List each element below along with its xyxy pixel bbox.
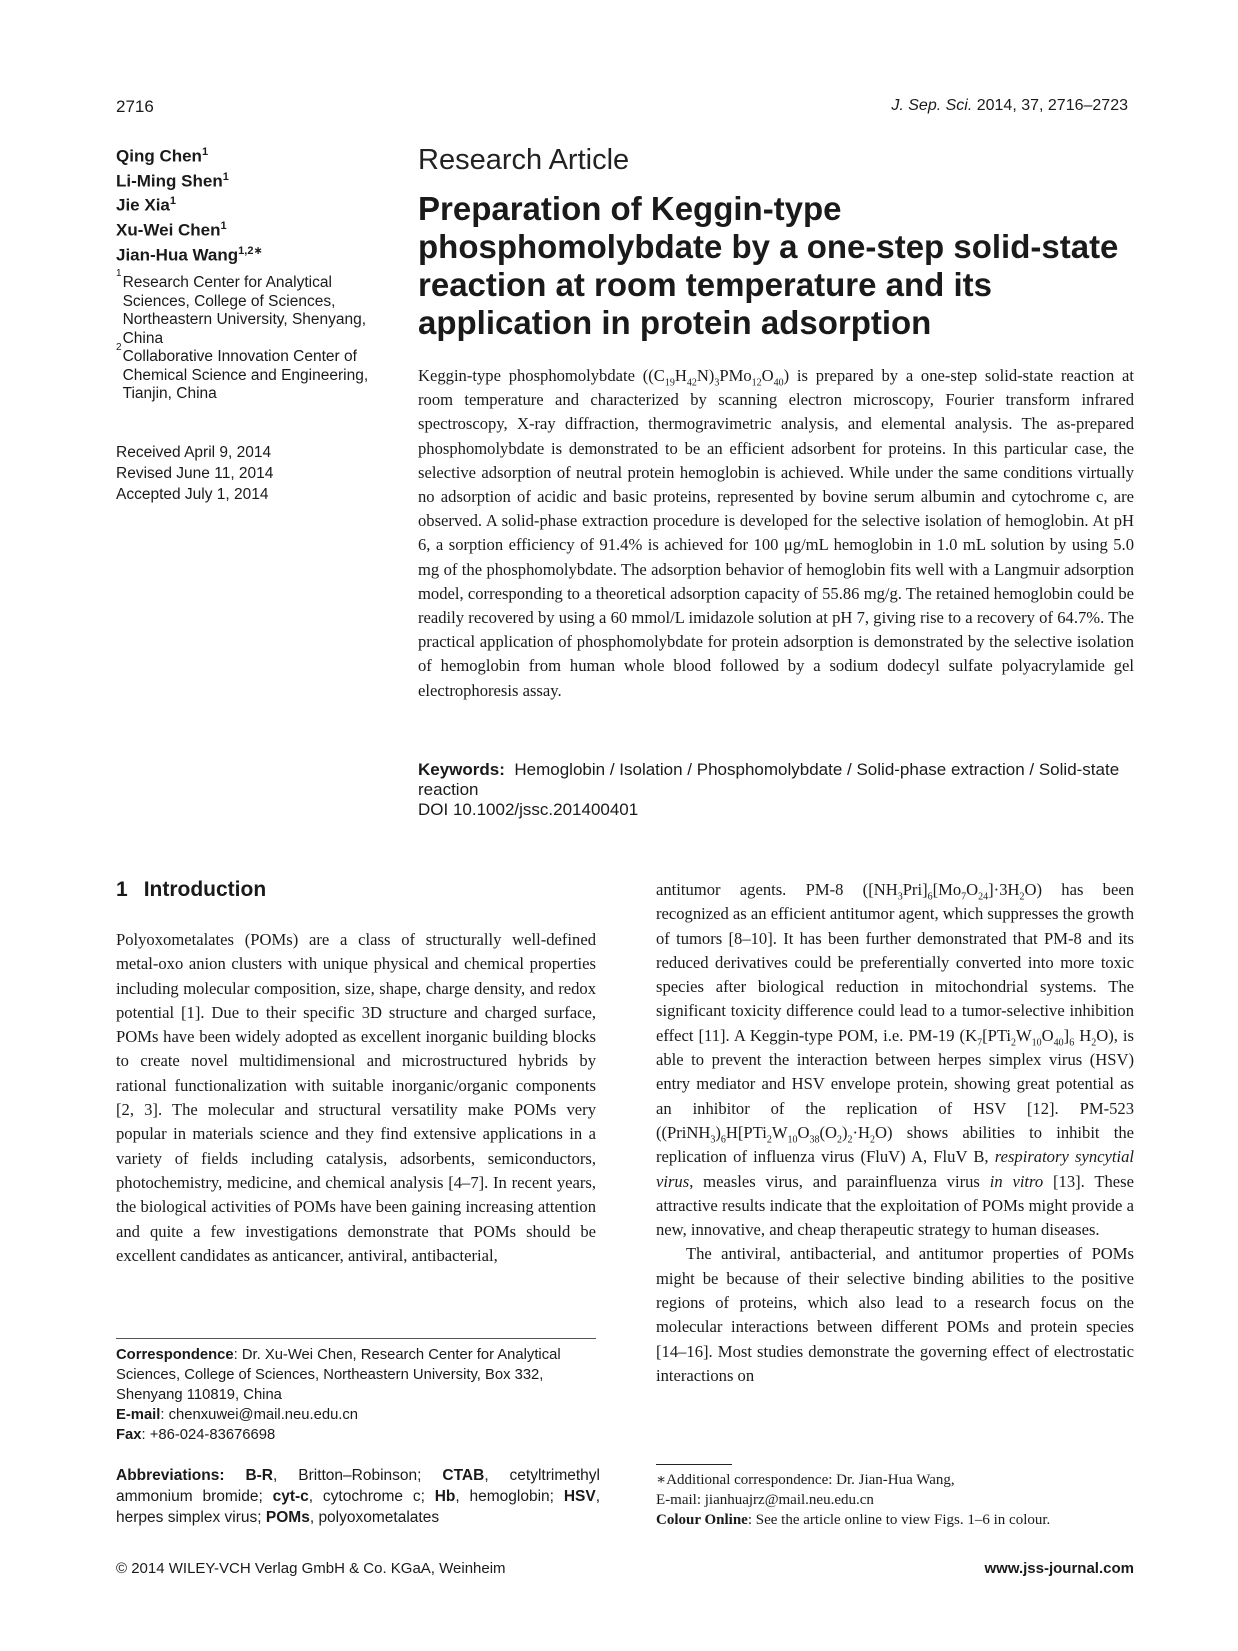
paragraph: antitumor agents. PM-8 $([NH_3Pri]_6[Mo_7O_{24}]\cdot 3H_2O)$ has been recognized as an efficient antitumor agent, which suppresses the growth of tumors [8–10]. It has been further demonstrated that PM-8 and its reduced derivatives could be preferentially converted into more toxic species after biological reduction in mitochondrial systems. The significant toxicity difference could lead to a tumor-selective inhibition effect [11]. A Keggin-type POM, i.e. PM-19 ($K_7[PTi_2W_{10}O_{40}]_6$ $H_2O$), is able to prevent the interaction between herpes simplex virus (HSV) entry mediator and HSV envelope protein, showing great potential as an inhibitor of the replication of HSV [12]. PM-523 ($(PriNH_3)_6H[PTi_2W_{10}O_{38}(O_2)_2\cdot H_2O)$ shows abilities to inhibit the replication of influenza virus (FluV) A, FluV B, respiratory syncytial virus, measles virus, and parainfluenza virus in vitro [13]. These attractive results indicate that the exploitation of POMs might provide a new, innovative, and cheap therapeutic strategy to human diseases.: [656, 880, 1134, 1240]
journal-citation: 2014, 37, 2716–2723: [976, 97, 1128, 114]
footnote-rule: [656, 1464, 732, 1465]
page-number: 2716: [116, 97, 154, 116]
keywords: [418, 760, 1134, 800]
footnote-colour: Colour Online: See the article online to view Figs. 1–6 in colour.: [656, 1512, 1051, 1528]
article-type: Research Article: [418, 144, 630, 176]
running-head: [891, 97, 1128, 115]
body-text-right: [656, 878, 1134, 1388]
affiliation: 1 Research Center for Analytical Sciences, College of Sciences, Northeastern University, Shenyang, China: [116, 268, 367, 347]
keywords-text: Hemoglobin / Isolation / Phosphomolybdate / Solid-phase extraction / Solid-state reaction: [418, 760, 1120, 799]
affiliations: [116, 268, 378, 404]
revised-date: Revised June 11, 2014: [116, 465, 274, 482]
doi[interactable]: DOI 10.1002/jssc.201400401: [418, 800, 639, 819]
author-list: [116, 142, 263, 265]
footnote-email[interactable]: E-mail: jianhuajrz@mail.neu.edu.cn: [656, 1492, 874, 1508]
author: Xu-Wei Chen$^1$: [116, 219, 227, 240]
accepted-date: Accepted July 1, 2014: [116, 486, 269, 503]
journal-website-link[interactable]: www.jss-journal.com: [984, 1560, 1134, 1577]
footnotes: [656, 1470, 1136, 1530]
author: Qing Chen$^1$: [116, 146, 209, 166]
journal-name: J. Sep. Sci.: [891, 97, 973, 114]
affiliation: 2 Collaborative Innovation Center of Chemical Science and Engineering, Tianjin, China: [116, 342, 369, 402]
abbreviations: Abbreviations: B-R, Britton–Robinson; CTAB, cetyltrimethyl ammonium bromide; cyt-c, cytochrome c; Hb, hemoglobin; HSV, herpes simplex virus; POMs, polyoxometalates: [116, 1467, 600, 1526]
abstract: Keggin-type phosphomolybdate $((C_{19}H_{42}N)_3PMo_{12}O_{40})$ is prepared by a one-step solid-state reaction at room temperature and characterized by scanning electron microscopy, Fourier transform infrared spectroscopy, X-ray diffraction, thermogravimetric analysis, and elemental analysis. The as-prepared phosphomolybdate is demonstrated to be an efficient adsorbent for proteins. In this particular case, the selective adsorption of neutral protein hemoglobin is achieved. While under the same conditions virtually no adsorption of acidic and basic proteins, represented by bovine serum albumin and cytochrome c, are observed. A solid-phase extraction procedure is developed for the selective isolation of hemoglobin. At pH 6, a sorption efficiency of 91.4% is achieved for 100 μg/mL hemoglobin in 1.0 mL solution by using 5.0 mg of the phosphomolybdate. The adsorption behavior of hemoglobin fits well with a Langmuir adsorption model, corresponding to a theoretical adsorption capacity of 55.86 mg/g. The retained hemoglobin could be readily recovered by using a 60 mmol/L imidazole solution at pH 7, giving rise to a recovery of 64.7%. The practical application of phosphomolybdate for protein adsorption is demonstrated by the selective isolation of hemoglobin from human whole blood followed by a sodium dodecyl sulfate polyacrylamide gel electrophoresis assay.: [418, 366, 1134, 700]
footnote-additional: ∗Additional correspondence: Dr. Jian-Hua Wang,: [656, 1472, 955, 1488]
article-title: Preparation of Keggin-type phosphomolybdate by a one-step solid-state reaction at room temperature and its application in protein adsorption: [418, 190, 1119, 341]
author: Li-Ming Shen$^1$: [116, 170, 229, 191]
divider: [116, 1338, 596, 1339]
section-heading: 1 Introduction: [116, 878, 267, 901]
paragraph: The antiviral, antibacterial, and antitumor properties of POMs might be because of their selective binding abilities to the positive regions of proteins, which also lead to a research focus on the molecular interactions between different POMs and protein species [14–16]. Most studies demonstrate the governing effect of electrostatic interactions on: [656, 1244, 1134, 1385]
author: Jie Xia$^1$: [116, 195, 176, 215]
correspondence-email[interactable]: : chenxuwei@mail.neu.edu.cn: [160, 1407, 359, 1423]
author: Jian-Hua Wang$^{1,2∗}$: [116, 244, 263, 265]
body-text-left: Polyoxometalates (POMs) are a class of structurally well-defined metal-oxo anion clusters with unique physical and chemical properties including molecular composition, size, shape, charge density, and redox potential [1]. Due to their specific 3D structure and charged surface, POMs have been widely adopted as excellent inorganic building blocks to create novel multidimensional and microstructured hybrids by rational functionalization with suitable inorganic/organic components [2, 3]. The molecular and structural versatility make POMs very popular in materials science and they find extensive applications in a variety of fields including catalysis, adsorbents, semiconductors, photochemistry, medicine, and chemical analysis [4–7]. In recent years, the biological activities of POMs have been gaining increasing attention and quite a few investigations demonstrate that POMs should be excellent candidates as anticancer, antiviral, antibacterial,: [116, 930, 596, 1265]
keywords-label: Keywords:: [418, 760, 505, 779]
received-date: Received April 9, 2014: [116, 444, 272, 461]
article-dates: [116, 442, 273, 505]
correspondence: Correspondence: Dr. Xu-Wei Chen, Research Center for Analytical Sciences, College of Sciences, Northeastern University, Box 332, Shenyang 110819, China E-mail: chenxuwei@mail.neu.edu.cn Fax: +86-024-83676698: [116, 1347, 561, 1443]
copyright: © 2014 WILEY-VCH Verlag GmbH & Co. KGaA, Weinheim: [116, 1560, 506, 1577]
